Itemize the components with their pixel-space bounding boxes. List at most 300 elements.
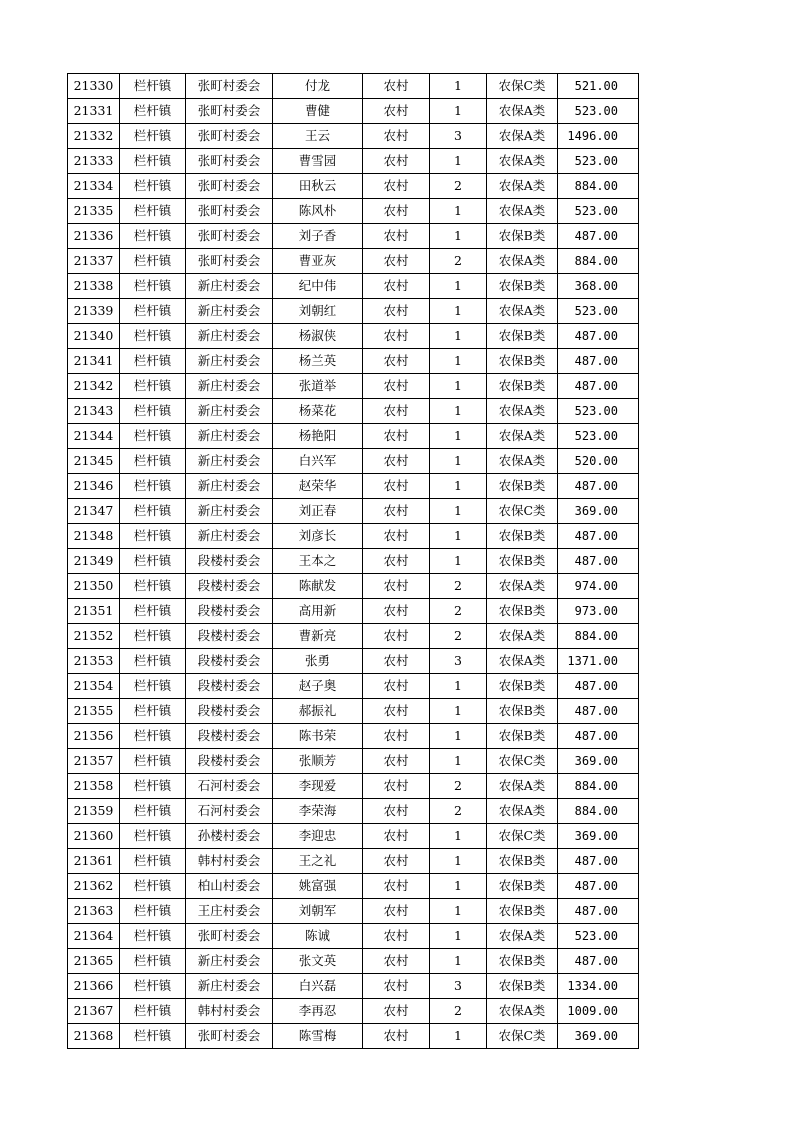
household-type-cell: 农村 (363, 174, 430, 199)
village-committee-cell: 韩村村委会 (186, 849, 273, 874)
amount-cell: 884.00 (558, 174, 639, 199)
town-cell: 栏杆镇 (120, 799, 186, 824)
amount-cell: 973.00 (558, 599, 639, 624)
town-cell: 栏杆镇 (120, 724, 186, 749)
member-count-cell: 1 (430, 549, 487, 574)
village-committee-cell: 段楼村委会 (186, 724, 273, 749)
name-cell: 王本之 (273, 549, 363, 574)
amount-cell: 487.00 (558, 849, 639, 874)
record-id-cell: 21339 (68, 299, 120, 324)
table-row (68, 424, 639, 449)
village-committee-cell: 柏山村委会 (186, 874, 273, 899)
village-committee-cell: 张町村委会 (186, 149, 273, 174)
record-id-cell: 21366 (68, 974, 120, 999)
household-type-cell: 农村 (363, 974, 430, 999)
record-id-cell: 21333 (68, 149, 120, 174)
insurance-category-cell: 农保A类 (487, 99, 558, 124)
name-cell: 刘正春 (273, 499, 363, 524)
table-row (68, 749, 639, 774)
household-type-cell: 农村 (363, 74, 430, 99)
village-committee-cell: 新庄村委会 (186, 299, 273, 324)
household-type-cell: 农村 (363, 199, 430, 224)
name-cell: 杨淑侠 (273, 324, 363, 349)
insurance-category-cell: 农保B类 (487, 874, 558, 899)
insurance-category-cell: 农保A类 (487, 449, 558, 474)
table-row (68, 174, 639, 199)
insurance-category-cell: 农保B类 (487, 699, 558, 724)
insurance-category-cell: 农保B类 (487, 324, 558, 349)
record-id-cell: 21331 (68, 99, 120, 124)
table-row (68, 74, 639, 99)
household-type-cell: 农村 (363, 1024, 430, 1049)
name-cell: 白兴磊 (273, 974, 363, 999)
name-cell: 姚富强 (273, 874, 363, 899)
member-count-cell: 2 (430, 599, 487, 624)
amount-cell: 884.00 (558, 799, 639, 824)
household-type-cell: 农村 (363, 599, 430, 624)
amount-cell: 487.00 (558, 549, 639, 574)
name-cell: 陈风朴 (273, 199, 363, 224)
name-cell: 曹雪园 (273, 149, 363, 174)
record-id-cell: 21334 (68, 174, 120, 199)
household-type-cell: 农村 (363, 99, 430, 124)
table-row (68, 324, 639, 349)
record-id-cell: 21358 (68, 774, 120, 799)
table-row (68, 899, 639, 924)
table-row (68, 849, 639, 874)
household-type-cell: 农村 (363, 999, 430, 1024)
record-id-cell: 21354 (68, 674, 120, 699)
town-cell: 栏杆镇 (120, 1024, 186, 1049)
table-row (68, 774, 639, 799)
insurance-category-cell: 农保A类 (487, 999, 558, 1024)
household-type-cell: 农村 (363, 149, 430, 174)
town-cell: 栏杆镇 (120, 324, 186, 349)
record-id-cell: 21364 (68, 924, 120, 949)
record-id-cell: 21341 (68, 349, 120, 374)
record-id-cell: 21352 (68, 624, 120, 649)
household-type-cell: 农村 (363, 324, 430, 349)
insurance-category-cell: 农保A类 (487, 299, 558, 324)
record-id-cell: 21332 (68, 124, 120, 149)
town-cell: 栏杆镇 (120, 649, 186, 674)
name-cell: 张文英 (273, 949, 363, 974)
amount-cell: 523.00 (558, 399, 639, 424)
village-committee-cell: 新庄村委会 (186, 349, 273, 374)
village-committee-cell: 张町村委会 (186, 74, 273, 99)
village-committee-cell: 张町村委会 (186, 199, 273, 224)
record-id-cell: 21348 (68, 524, 120, 549)
member-count-cell: 2 (430, 774, 487, 799)
amount-cell: 521.00 (558, 74, 639, 99)
village-committee-cell: 段楼村委会 (186, 749, 273, 774)
amount-cell: 1009.00 (558, 999, 639, 1024)
village-committee-cell: 新庄村委会 (186, 499, 273, 524)
village-committee-cell: 王庄村委会 (186, 899, 273, 924)
table-row (68, 924, 639, 949)
name-cell: 郝振礼 (273, 699, 363, 724)
record-id-cell: 21361 (68, 849, 120, 874)
roster-body (68, 74, 639, 1049)
household-type-cell: 农村 (363, 849, 430, 874)
village-committee-cell: 新庄村委会 (186, 374, 273, 399)
member-count-cell: 1 (430, 324, 487, 349)
member-count-cell: 1 (430, 1024, 487, 1049)
name-cell: 刘彦长 (273, 524, 363, 549)
name-cell: 曹健 (273, 99, 363, 124)
household-type-cell: 农村 (363, 499, 430, 524)
town-cell: 栏杆镇 (120, 274, 186, 299)
insurance-category-cell: 农保B类 (487, 674, 558, 699)
member-count-cell: 2 (430, 174, 487, 199)
town-cell: 栏杆镇 (120, 674, 186, 699)
town-cell: 栏杆镇 (120, 399, 186, 424)
amount-cell: 487.00 (558, 724, 639, 749)
town-cell: 栏杆镇 (120, 224, 186, 249)
town-cell: 栏杆镇 (120, 99, 186, 124)
town-cell: 栏杆镇 (120, 824, 186, 849)
town-cell: 栏杆镇 (120, 774, 186, 799)
amount-cell: 523.00 (558, 299, 639, 324)
table-row (68, 724, 639, 749)
record-id-cell: 21362 (68, 874, 120, 899)
town-cell: 栏杆镇 (120, 699, 186, 724)
table-row (68, 349, 639, 374)
record-id-cell: 21355 (68, 699, 120, 724)
table-row (68, 99, 639, 124)
amount-cell: 884.00 (558, 249, 639, 274)
member-count-cell: 1 (430, 949, 487, 974)
record-id-cell: 21353 (68, 649, 120, 674)
village-committee-cell: 段楼村委会 (186, 549, 273, 574)
name-cell: 陈献发 (273, 574, 363, 599)
village-committee-cell: 段楼村委会 (186, 699, 273, 724)
table-row (68, 799, 639, 824)
member-count-cell: 1 (430, 849, 487, 874)
insurance-category-cell: 农保C类 (487, 499, 558, 524)
household-type-cell: 农村 (363, 774, 430, 799)
name-cell: 刘朝红 (273, 299, 363, 324)
table-row (68, 524, 639, 549)
village-committee-cell: 新庄村委会 (186, 399, 273, 424)
amount-cell: 487.00 (558, 524, 639, 549)
member-count-cell: 1 (430, 299, 487, 324)
household-type-cell: 农村 (363, 674, 430, 699)
insurance-category-cell: 农保A类 (487, 774, 558, 799)
household-type-cell: 农村 (363, 574, 430, 599)
member-count-cell: 1 (430, 699, 487, 724)
village-committee-cell: 石河村委会 (186, 774, 273, 799)
member-count-cell: 2 (430, 249, 487, 274)
amount-cell: 368.00 (558, 274, 639, 299)
village-committee-cell: 新庄村委会 (186, 474, 273, 499)
record-id-cell: 21363 (68, 899, 120, 924)
town-cell: 栏杆镇 (120, 424, 186, 449)
table-row (68, 824, 639, 849)
town-cell: 栏杆镇 (120, 999, 186, 1024)
household-type-cell: 农村 (363, 824, 430, 849)
insurance-category-cell: 农保B类 (487, 524, 558, 549)
insurance-category-cell: 农保A类 (487, 199, 558, 224)
village-committee-cell: 新庄村委会 (186, 949, 273, 974)
table-row (68, 874, 639, 899)
insurance-category-cell: 农保C类 (487, 74, 558, 99)
table-row (68, 474, 639, 499)
household-type-cell: 农村 (363, 374, 430, 399)
table-row (68, 999, 639, 1024)
member-count-cell: 1 (430, 724, 487, 749)
amount-cell: 487.00 (558, 349, 639, 374)
record-id-cell: 21336 (68, 224, 120, 249)
member-count-cell: 1 (430, 674, 487, 699)
town-cell: 栏杆镇 (120, 149, 186, 174)
village-committee-cell: 段楼村委会 (186, 599, 273, 624)
insurance-category-cell: 农保B类 (487, 274, 558, 299)
town-cell: 栏杆镇 (120, 524, 186, 549)
town-cell: 栏杆镇 (120, 549, 186, 574)
household-type-cell: 农村 (363, 749, 430, 774)
household-type-cell: 农村 (363, 249, 430, 274)
household-type-cell: 农村 (363, 449, 430, 474)
amount-cell: 884.00 (558, 774, 639, 799)
table-row (68, 674, 639, 699)
table-row (68, 649, 639, 674)
name-cell: 陈雪梅 (273, 1024, 363, 1049)
village-committee-cell: 孙楼村委会 (186, 824, 273, 849)
amount-cell: 523.00 (558, 924, 639, 949)
name-cell: 王云 (273, 124, 363, 149)
amount-cell: 1371.00 (558, 649, 639, 674)
insurance-category-cell: 农保A类 (487, 249, 558, 274)
household-type-cell: 农村 (363, 224, 430, 249)
record-id-cell: 21347 (68, 499, 120, 524)
insurance-category-cell: 农保B类 (487, 849, 558, 874)
member-count-cell: 1 (430, 499, 487, 524)
village-committee-cell: 新庄村委会 (186, 974, 273, 999)
member-count-cell: 1 (430, 924, 487, 949)
amount-cell: 369.00 (558, 749, 639, 774)
table-row (68, 274, 639, 299)
name-cell: 曹亚灰 (273, 249, 363, 274)
name-cell: 付龙 (273, 74, 363, 99)
village-committee-cell: 新庄村委会 (186, 449, 273, 474)
table-row (68, 624, 639, 649)
household-type-cell: 农村 (363, 349, 430, 374)
insurance-category-cell: 农保B类 (487, 899, 558, 924)
amount-cell: 487.00 (558, 374, 639, 399)
member-count-cell: 1 (430, 224, 487, 249)
record-id-cell: 21338 (68, 274, 120, 299)
table-row (68, 499, 639, 524)
household-type-cell: 农村 (363, 699, 430, 724)
amount-cell: 523.00 (558, 149, 639, 174)
table-row (68, 299, 639, 324)
town-cell: 栏杆镇 (120, 899, 186, 924)
town-cell: 栏杆镇 (120, 599, 186, 624)
village-committee-cell: 新庄村委会 (186, 424, 273, 449)
town-cell: 栏杆镇 (120, 174, 186, 199)
village-committee-cell: 段楼村委会 (186, 624, 273, 649)
village-committee-cell: 新庄村委会 (186, 324, 273, 349)
village-committee-cell: 张町村委会 (186, 249, 273, 274)
member-count-cell: 1 (430, 349, 487, 374)
town-cell: 栏杆镇 (120, 574, 186, 599)
town-cell: 栏杆镇 (120, 249, 186, 274)
amount-cell: 369.00 (558, 1024, 639, 1049)
record-id-cell: 21365 (68, 949, 120, 974)
insurance-category-cell: 农保A类 (487, 624, 558, 649)
town-cell: 栏杆镇 (120, 874, 186, 899)
insurance-category-cell: 农保B类 (487, 549, 558, 574)
insurance-category-cell: 农保A类 (487, 149, 558, 174)
name-cell: 田秋云 (273, 174, 363, 199)
insurance-category-cell: 农保A类 (487, 574, 558, 599)
record-id-cell: 21343 (68, 399, 120, 424)
member-count-cell: 1 (430, 424, 487, 449)
name-cell: 纪中伟 (273, 274, 363, 299)
member-count-cell: 3 (430, 124, 487, 149)
amount-cell: 523.00 (558, 424, 639, 449)
household-type-cell: 农村 (363, 524, 430, 549)
record-id-cell: 21351 (68, 599, 120, 624)
insurance-category-cell: 农保B类 (487, 224, 558, 249)
amount-cell: 487.00 (558, 874, 639, 899)
insurance-category-cell: 农保C类 (487, 824, 558, 849)
insurance-category-cell: 农保C类 (487, 1024, 558, 1049)
record-id-cell: 21359 (68, 799, 120, 824)
name-cell: 杨兰英 (273, 349, 363, 374)
town-cell: 栏杆镇 (120, 474, 186, 499)
name-cell: 张勇 (273, 649, 363, 674)
town-cell: 栏杆镇 (120, 374, 186, 399)
record-id-cell: 21345 (68, 449, 120, 474)
name-cell: 杨菜花 (273, 399, 363, 424)
insurance-category-cell: 农保B类 (487, 474, 558, 499)
household-type-cell: 农村 (363, 649, 430, 674)
record-id-cell: 21337 (68, 249, 120, 274)
household-type-cell: 农村 (363, 474, 430, 499)
village-committee-cell: 张町村委会 (186, 174, 273, 199)
name-cell: 高用新 (273, 599, 363, 624)
town-cell: 栏杆镇 (120, 924, 186, 949)
insurance-category-cell: 农保B类 (487, 974, 558, 999)
insurance-category-cell: 农保A类 (487, 649, 558, 674)
table-row (68, 374, 639, 399)
record-id-cell: 21368 (68, 1024, 120, 1049)
table-row (68, 249, 639, 274)
member-count-cell: 2 (430, 574, 487, 599)
record-id-cell: 21349 (68, 549, 120, 574)
member-count-cell: 2 (430, 999, 487, 1024)
household-type-cell: 农村 (363, 724, 430, 749)
amount-cell: 487.00 (558, 699, 639, 724)
town-cell: 栏杆镇 (120, 349, 186, 374)
household-type-cell: 农村 (363, 924, 430, 949)
amount-cell: 523.00 (558, 199, 639, 224)
roster-table (67, 73, 639, 1049)
name-cell: 张道举 (273, 374, 363, 399)
town-cell: 栏杆镇 (120, 449, 186, 474)
amount-cell: 487.00 (558, 324, 639, 349)
table-row (68, 699, 639, 724)
record-id-cell: 21360 (68, 824, 120, 849)
village-committee-cell: 张町村委会 (186, 924, 273, 949)
village-committee-cell: 张町村委会 (186, 99, 273, 124)
name-cell: 李现爱 (273, 774, 363, 799)
member-count-cell: 3 (430, 649, 487, 674)
town-cell: 栏杆镇 (120, 949, 186, 974)
household-type-cell: 农村 (363, 799, 430, 824)
household-type-cell: 农村 (363, 549, 430, 574)
member-count-cell: 1 (430, 749, 487, 774)
insurance-category-cell: 农保C类 (487, 749, 558, 774)
name-cell: 曹新亮 (273, 624, 363, 649)
table-row (68, 949, 639, 974)
town-cell: 栏杆镇 (120, 624, 186, 649)
record-id-cell: 21356 (68, 724, 120, 749)
name-cell: 王之礼 (273, 849, 363, 874)
amount-cell: 369.00 (558, 499, 639, 524)
table-row (68, 599, 639, 624)
record-id-cell: 21330 (68, 74, 120, 99)
table-row (68, 1024, 639, 1049)
table-row (68, 974, 639, 999)
record-id-cell: 21335 (68, 199, 120, 224)
name-cell: 李迎忠 (273, 824, 363, 849)
member-count-cell: 3 (430, 974, 487, 999)
member-count-cell: 1 (430, 149, 487, 174)
town-cell: 栏杆镇 (120, 849, 186, 874)
household-type-cell: 农村 (363, 299, 430, 324)
amount-cell: 487.00 (558, 949, 639, 974)
household-type-cell: 农村 (363, 949, 430, 974)
name-cell: 赵荣华 (273, 474, 363, 499)
record-id-cell: 21346 (68, 474, 120, 499)
table-row (68, 549, 639, 574)
name-cell: 白兴军 (273, 449, 363, 474)
town-cell: 栏杆镇 (120, 974, 186, 999)
village-committee-cell: 韩村村委会 (186, 999, 273, 1024)
amount-cell: 487.00 (558, 674, 639, 699)
town-cell: 栏杆镇 (120, 124, 186, 149)
village-committee-cell: 段楼村委会 (186, 574, 273, 599)
table-row (68, 149, 639, 174)
record-id-cell: 21357 (68, 749, 120, 774)
household-type-cell: 农村 (363, 424, 430, 449)
member-count-cell: 1 (430, 399, 487, 424)
name-cell: 刘子香 (273, 224, 363, 249)
village-committee-cell: 张町村委会 (186, 124, 273, 149)
village-committee-cell: 新庄村委会 (186, 274, 273, 299)
member-count-cell: 1 (430, 824, 487, 849)
member-count-cell: 1 (430, 199, 487, 224)
insurance-category-cell: 农保B类 (487, 349, 558, 374)
member-count-cell: 1 (430, 874, 487, 899)
name-cell: 陈书荣 (273, 724, 363, 749)
insurance-category-cell: 农保A类 (487, 174, 558, 199)
household-type-cell: 农村 (363, 399, 430, 424)
amount-cell: 369.00 (558, 824, 639, 849)
village-committee-cell: 段楼村委会 (186, 674, 273, 699)
record-id-cell: 21344 (68, 424, 120, 449)
name-cell: 张顺芳 (273, 749, 363, 774)
member-count-cell: 1 (430, 99, 487, 124)
household-type-cell: 农村 (363, 624, 430, 649)
record-id-cell: 21350 (68, 574, 120, 599)
member-count-cell: 1 (430, 474, 487, 499)
member-count-cell: 1 (430, 274, 487, 299)
amount-cell: 974.00 (558, 574, 639, 599)
